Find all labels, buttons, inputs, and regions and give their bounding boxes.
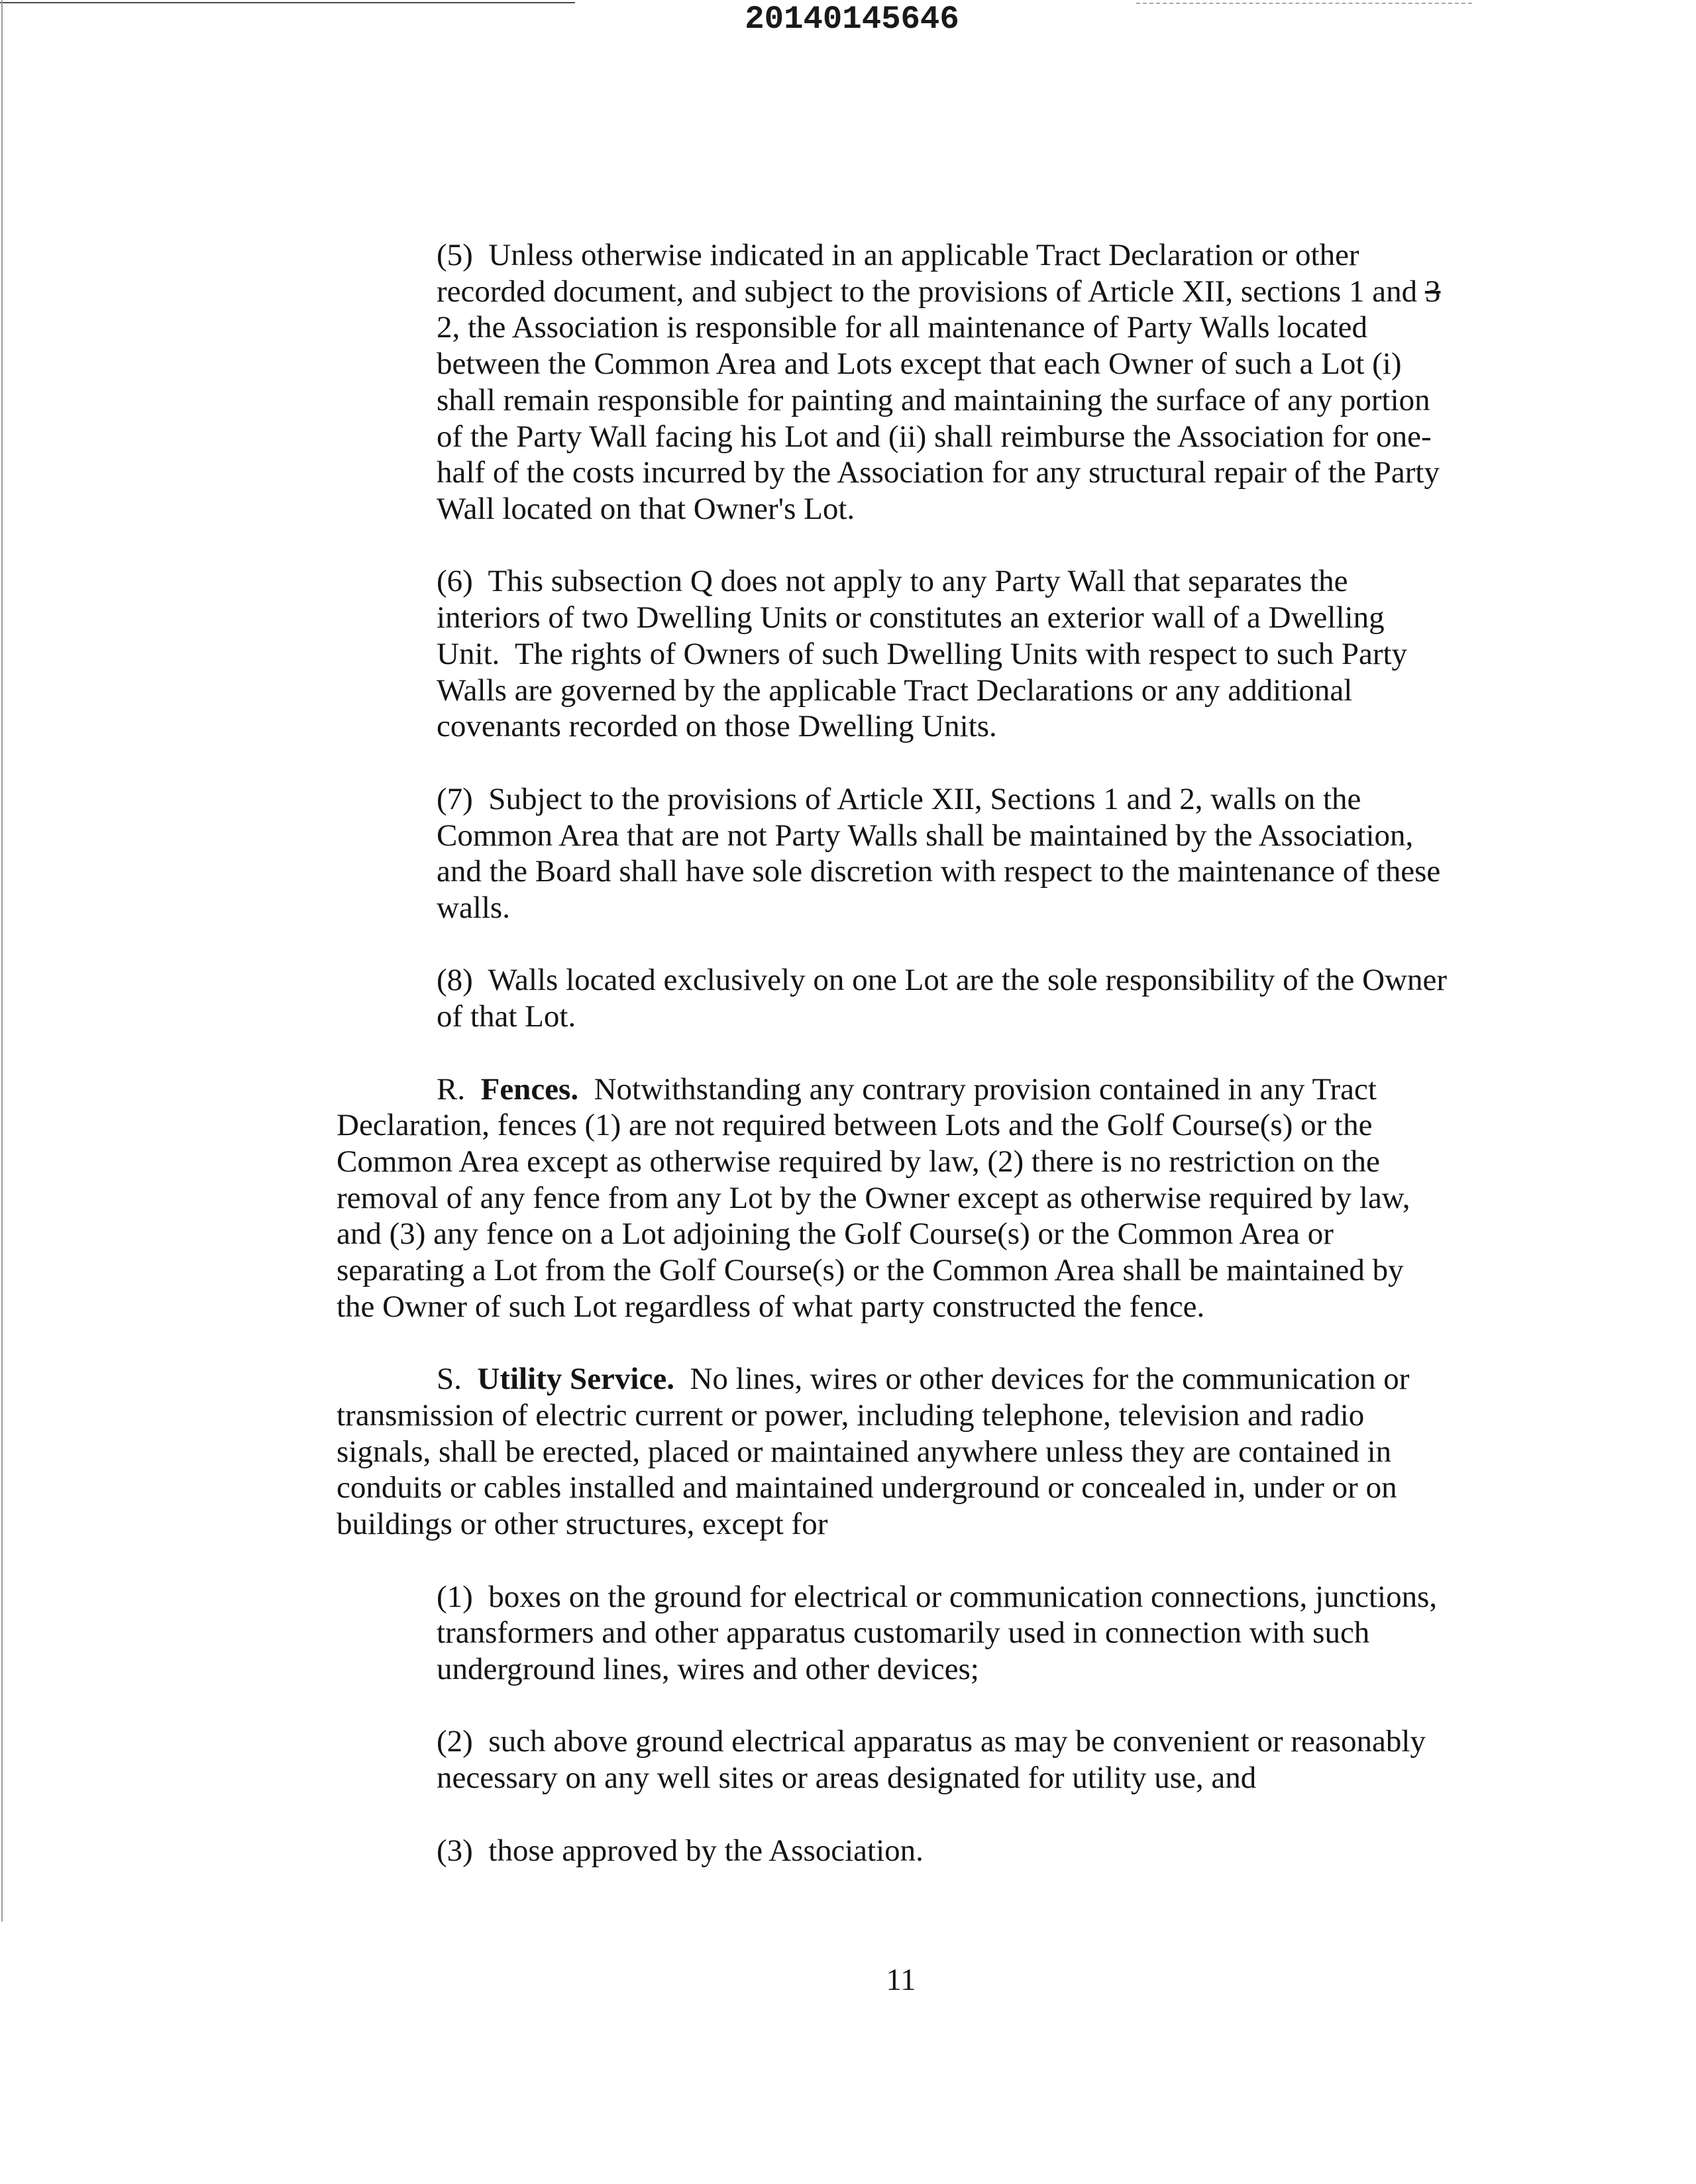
paragraph-8-line: of that Lot. <box>437 999 576 1034</box>
section-s-label: S. <box>437 1362 462 1397</box>
paragraph-7-line: (7) Subject to the provisions of Article XII, Sections 1 and 2, walls on the <box>437 781 1361 816</box>
section-r-heading: Fences. <box>480 1071 579 1107</box>
paragraph-5-line: half of the costs incurred by the Association for any structural repair of the Party <box>437 455 1440 490</box>
paragraph-gap <box>0 1325 1696 1362</box>
paragraph-5-line: of the Party Wall facing his Lot and (ii) shall reimburse the Association for one- <box>437 419 1432 454</box>
page-number: 11 <box>886 1963 916 1997</box>
paragraph-gap <box>0 1688 1696 1724</box>
section-r-text: Notwithstanding any contrary provision contained in any Tract <box>594 1071 1377 1107</box>
paragraph-5-line: 2, the Association is responsible for all maintenance of Party Walls located <box>437 310 1367 345</box>
item-3-line: (3) those approved by the Association. <box>437 1833 924 1868</box>
section-r-line <box>0 1071 1696 1108</box>
paragraph-5-line: shall remain responsible for painting and maintaining the surface of any portion <box>437 382 1430 417</box>
paragraph-5-text: recorded document, and subject to the provisions of Article XII, sections 1 and <box>437 274 1425 309</box>
paragraph-gap <box>0 745 1696 781</box>
scan-top-rule-right <box>1136 3 1472 4</box>
section-r-line: separating a Lot from the Golf Course(s) or the Common Area shall be maintained by <box>337 1253 1404 1288</box>
paragraph-5-line: between the Common Area and Lots except that each Owner of such a Lot (i) <box>437 347 1402 382</box>
paragraph-gap <box>0 1035 1696 1071</box>
paragraph-5-line <box>0 274 1696 310</box>
item-2-line: (2) such above ground electrical apparatus as may be convenient or reasonably <box>437 1724 1426 1759</box>
section-r-line: removal of any fence from any Lot by the Owner except as otherwise required by law, <box>337 1180 1410 1215</box>
item-1-line: underground lines, wires and other devices; <box>437 1652 979 1687</box>
document-body <box>0 237 1696 1869</box>
paragraph-6-line: covenants recorded on those Dwelling Units. <box>437 709 997 744</box>
paragraph-5-line: Wall located on that Owner's Lot. <box>437 492 855 527</box>
scan-top-rule-left <box>0 2 575 3</box>
section-s-line: buildings or other structures, except for <box>337 1507 828 1542</box>
item-1-line: (1) boxes on the ground for electrical or communication connections, junctions, <box>437 1579 1438 1614</box>
item-2-line: necessary on any well sites or areas designated for utility use, and <box>437 1761 1257 1796</box>
section-s-line: signals, shall be erected, placed or maintained anywhere unless they are contained in <box>337 1434 1392 1469</box>
section-r-line: the Owner of such Lot regardless of what party constructed the fence. <box>337 1289 1205 1324</box>
paragraph-gap <box>0 926 1696 963</box>
paragraph-7-line: walls. <box>437 890 510 925</box>
paragraph-gap <box>0 1543 1696 1579</box>
item-1-line: transformers and other apparatus customarily used in connection with such <box>437 1615 1370 1651</box>
section-s-heading: Utility Service. <box>477 1362 674 1397</box>
section-r-line: Declaration, fences (1) are not required between Lots and the Golf Course(s) or the <box>337 1108 1373 1143</box>
paragraph-7-line: Common Area that are not Party Walls shall be maintained by the Association, <box>437 818 1414 853</box>
paragraph-6-line: Walls are governed by the applicable Tract Declarations or any additional <box>437 673 1353 708</box>
section-s-line: transmission of electric current or power, including telephone, television and radio <box>337 1398 1365 1433</box>
paragraph-gap <box>0 1796 1696 1833</box>
paragraph-6-line: interiors of two Dwelling Units or constitutes an exterior wall of a Dwelling <box>437 600 1385 635</box>
section-s-line <box>0 1361 1696 1397</box>
paragraph-8-line: (8) Walls located exclusively on one Lot are the sole responsibility of the Owner <box>437 963 1448 998</box>
section-r-line: Common Area except as otherwise required by law, (2) there is no restriction on the <box>337 1144 1380 1179</box>
struck-number: 3 <box>1424 274 1441 309</box>
paragraph-6-line: Unit. The rights of Owners of such Dwelling Units with respect to such Party <box>437 636 1408 671</box>
paragraph-gap <box>0 527 1696 564</box>
paragraph-7-line: and the Board shall have sole discretion with respect to the maintenance of these <box>437 854 1441 889</box>
section-r-label: R. <box>437 1071 466 1107</box>
section-r-line: and (3) any fence on a Lot adjoining the Golf Course(s) or the Common Area or <box>337 1217 1334 1252</box>
document-number: 20140145646 <box>745 1 959 38</box>
section-s-line: conduits or cables installed and maintained underground or concealed in, under or on <box>337 1470 1397 1505</box>
paragraph-6-line: (6) This subsection Q does not apply to any Party Wall that separates the <box>437 564 1348 599</box>
paragraph-5-line: (5) Unless otherwise indicated in an applicable Tract Declaration or other <box>437 238 1359 272</box>
section-s-text: No lines, wires or other devices for the communication or <box>690 1362 1410 1397</box>
